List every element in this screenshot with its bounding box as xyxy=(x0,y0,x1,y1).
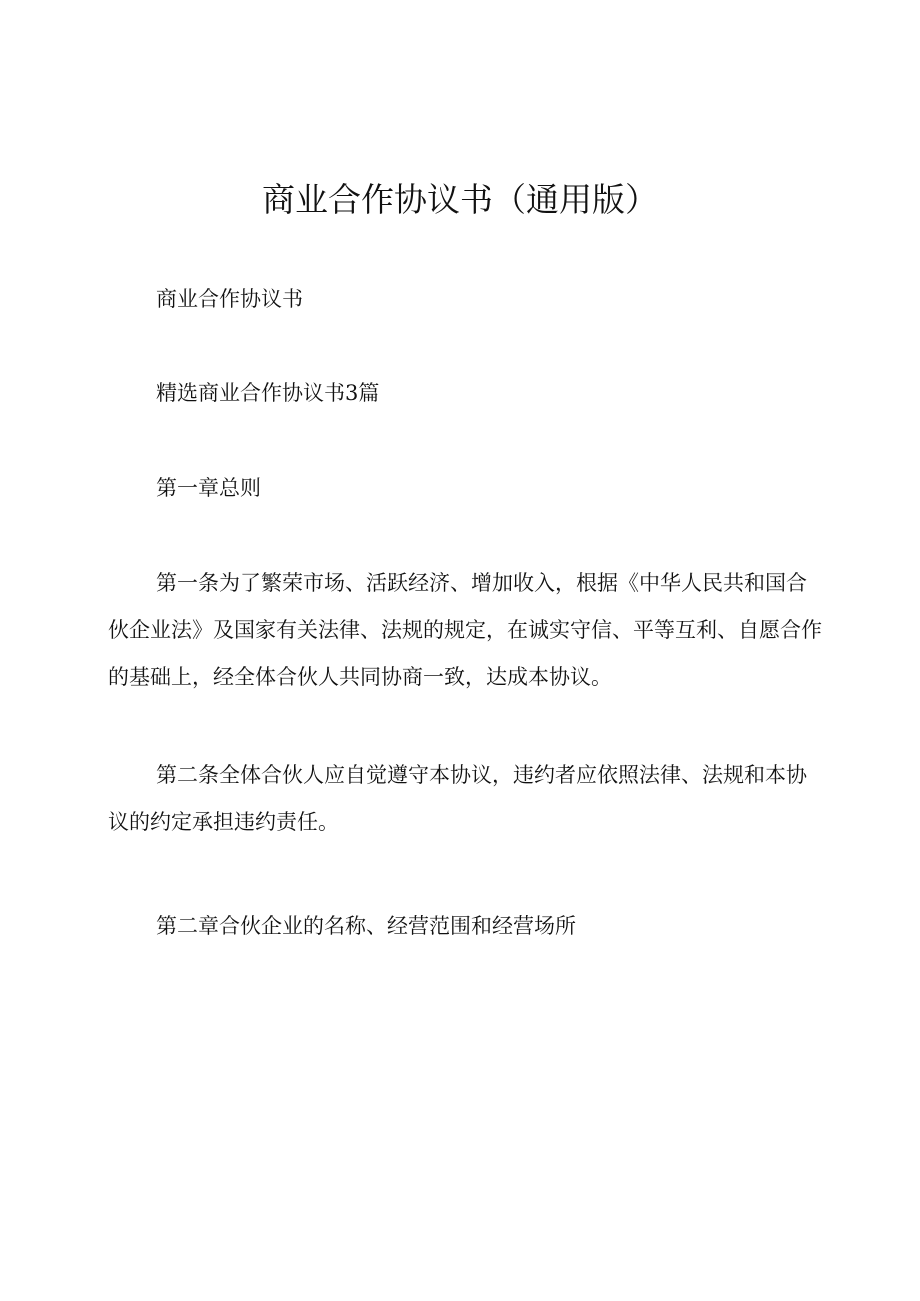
paragraph-selection-note: 精选商业合作协议书3篇 xyxy=(156,381,380,405)
chapter-heading-general: 第一章总则 xyxy=(156,476,261,500)
article-two: 第二条全体合伙人应自觉遵守本协议，违约者应依照法律、法规和本协议的约定承担违约责任。 xyxy=(108,763,807,834)
document-title: 商业合作协议书（通用版） xyxy=(262,180,658,219)
chapter-heading-name-scope: 第二章合伙企业的名称、经营范围和经营场所 xyxy=(156,914,576,938)
article-one: 第一条为了繁荣市场、活跃经济、增加收入，根据《中华人民共和国合伙企业法》及国家有关法律、法规的规定，在诚实守信、平等互利、自愿合作的基础上，经全体合伙人共同协商一致，达成本协议。 xyxy=(108,571,822,689)
paragraph-subtitle: 商业合作协议书 xyxy=(156,287,303,311)
